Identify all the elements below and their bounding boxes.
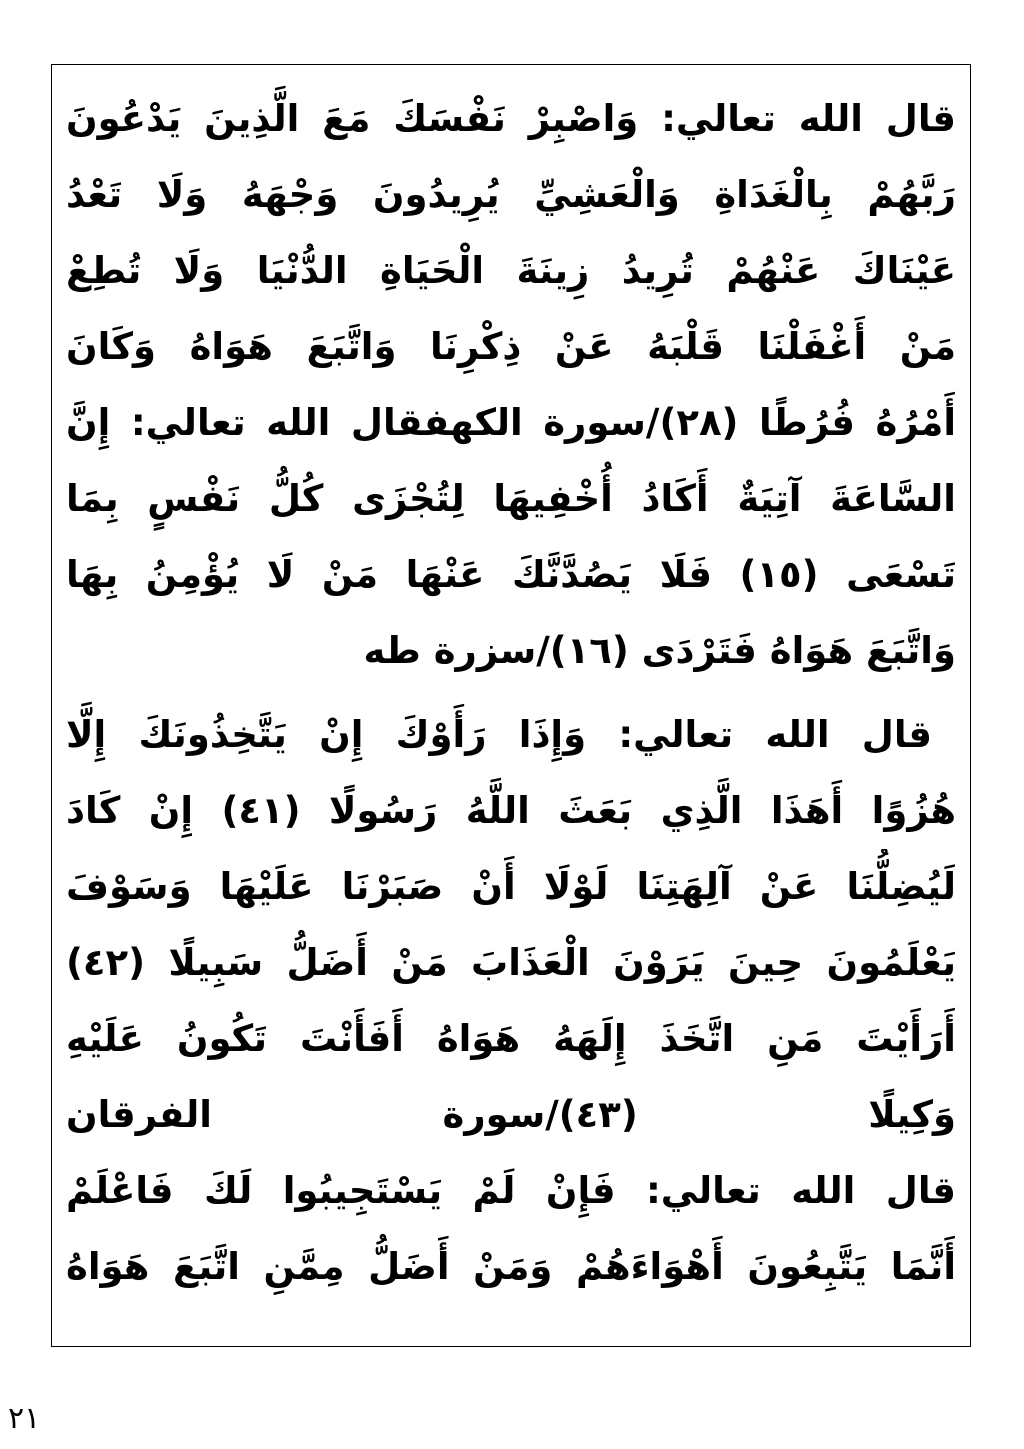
text-line: أَمْرُهُ فُرُطًا (٢٨)/سورة الكهفقال الله تعالي: إِنَّ [66, 401, 956, 444]
text-line: أَنَّمَا يَتَّبِعُونَ أَهْوَاءَهُمْ وَمَنْ أَضَلُّ مِمَّنِ اتَّبَعَ هَوَاهُ [66, 1245, 956, 1288]
page-number: ٢١ [8, 1401, 41, 1436]
text-line: وَكِيلًا (٤٣)/سورة الفرقان [66, 1093, 956, 1136]
text-line: السَّاعَةَ آتِيَةٌ أَكَادُ أُخْفِيهَا لِتُجْزَى كُلُّ نَفْسٍ بِمَا [66, 477, 956, 520]
text-line: أَرَأَيْتَ مَنِ اتَّخَذَ إِلَهَهُ هَوَاهُ أَفَأَنْتَ تَكُونُ عَلَيْهِ [66, 1017, 956, 1060]
text-line: يَعْلَمُونَ حِينَ يَرَوْنَ الْعَذَابَ مَنْ أَضَلُّ سَبِيلًا (٤٢) [66, 941, 956, 984]
text-line: عَيْنَاكَ عَنْهُمْ تُرِيدُ زِينَةَ الْحَيَاةِ الدُّنْيَا وَلَا تُطِعْ [66, 249, 956, 292]
text-line: هُزُوًا أَهَذَا الَّذِي بَعَثَ اللَّهُ رَسُولًا (٤١) إِنْ كَادَ [66, 789, 956, 832]
text-line: لَيُضِلُّنَا عَنْ آلِهَتِنَا لَوْلَا أَنْ صَبَرْنَا عَلَيْهَا وَسَوْفَ [66, 865, 956, 908]
page-frame [51, 64, 971, 1347]
text-line: تَسْعَى (١٥) فَلَا يَصُدَّنَّكَ عَنْهَا مَنْ لَا يُؤْمِنُ بِهَا [66, 553, 956, 596]
text-line: قال الله تعالي: فَإِنْ لَمْ يَسْتَجِيبُوا لَكَ فَاعْلَمْ [66, 1169, 956, 1212]
text-line: قال الله تعالي: وَإِذَا رَأَوْكَ إِنْ يَتَّخِذُونَكَ إِلَّا [66, 713, 932, 756]
text-line: مَنْ أَغْفَلْنَا قَلْبَهُ عَنْ ذِكْرِنَا وَاتَّبَعَ هَوَاهُ وَكَانَ [66, 325, 956, 368]
text-line: وَاتَّبَعَ هَوَاهُ فَتَرْدَى (١٦)/سزرة طه [363, 629, 956, 672]
text-line: رَبَّهُمْ بِالْغَدَاةِ وَالْعَشِيِّ يُرِيدُونَ وَجْهَهُ وَلَا تَعْدُ [66, 173, 956, 216]
paragraph-2 [66, 697, 956, 1305]
paragraph-1 [66, 81, 956, 689]
text-line: قال الله تعالي: وَاصْبِرْ نَفْسَكَ مَعَ الَّذِينَ يَدْعُونَ [66, 97, 956, 140]
